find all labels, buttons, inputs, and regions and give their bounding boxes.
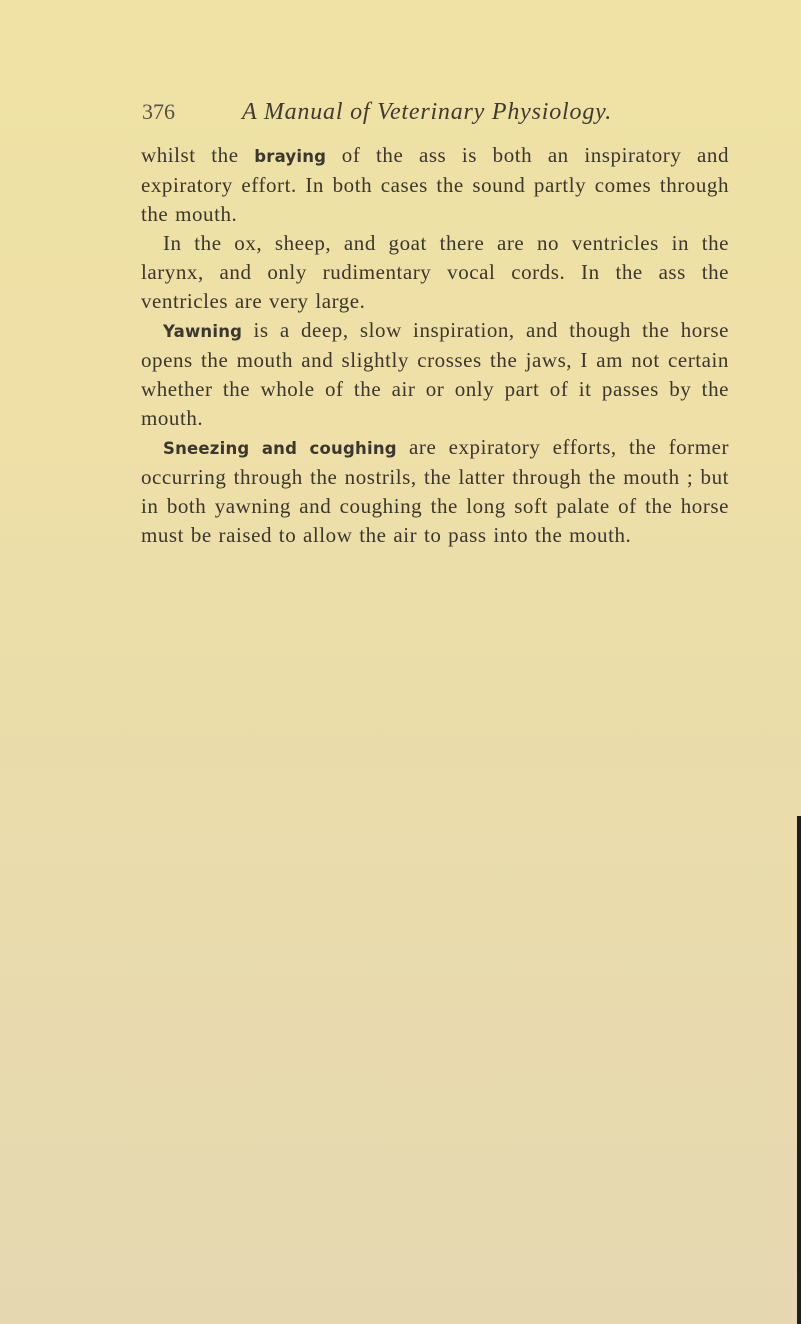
paragraph-lead: whilst the bbox=[141, 143, 255, 167]
body-text bbox=[141, 141, 729, 550]
page-edge-shadow bbox=[797, 816, 801, 1324]
keyword-braying: braying bbox=[254, 147, 327, 166]
running-title: A Manual of Veterinary Physiology. bbox=[242, 99, 613, 125]
paragraph-text: In the ox, sheep, and goat there are no ventricles in the larynx, and only rudimentary vocal cords. In the ass the ventricles are very large. bbox=[141, 231, 729, 313]
paragraph-text: of the ass is both an inspiratory and expiratory effort. In both cases the sound partly comes through the mouth. bbox=[141, 143, 730, 226]
paragraph-sneezing bbox=[141, 433, 729, 550]
page-number: 376 bbox=[142, 99, 175, 124]
paragraph-text: is a deep, slow inspiration, and though the horse opens the mouth and slightly crosses the jaws, I am not certain whether the whole of the air or only part of it passes by the mouth. bbox=[141, 318, 729, 430]
paragraph-text: are expiratory efforts, the former occurring through the nostrils, the latter through the mouth ; but in both yawning and coughing the long soft palate of the horse must be raised to allow the air to pass into the mouth. bbox=[141, 435, 730, 547]
paragraph-ventricles bbox=[141, 229, 729, 316]
paragraph-yawning bbox=[141, 316, 729, 433]
keyword-sneezing-coughing: Sneezing and coughing bbox=[163, 439, 397, 458]
paragraph-braying bbox=[141, 141, 729, 229]
keyword-yawning: Yawning bbox=[163, 322, 243, 341]
page-header bbox=[142, 94, 662, 130]
